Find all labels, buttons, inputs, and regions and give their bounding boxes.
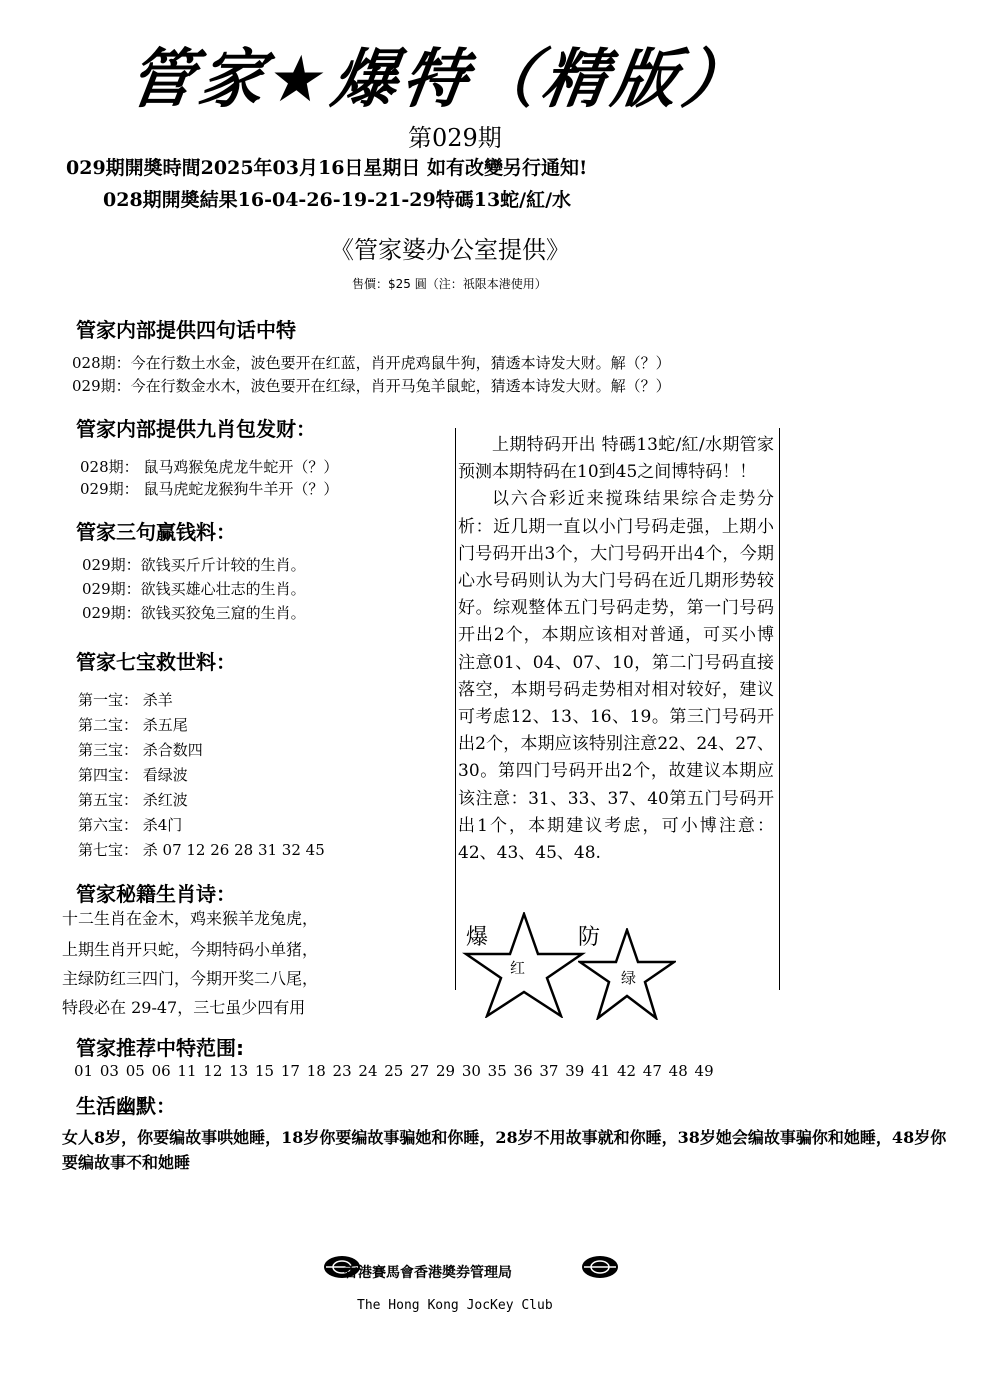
poem-line: 上期生肖开只蛇，今期特码小单猪， <box>62 940 319 959</box>
price-note: 售價：$25 圓（注：祇限本港使用） <box>352 277 547 291</box>
jockey-club-logo-icon <box>580 1254 620 1280</box>
analysis-paragraph: 以六合彩近来搅珠结果综合走势分析：近几期一直以小门号码走强，上期小门号码开出3个，大门号码开出4个，今期心水号码则认为大门号码在近几期形势较好。综观整体五门号码走势，第一门号码开出2个，本期应该相对普通，可买小博注意01、04、07、10，第二门号码直接落空，本期号码走势相对相对较好，建议可考虑12、13、16、19。第三门号码开出2个，本期应该特别注意22、24、27、30。第四门号码开出2个，故建议本期应该注意：31、33、37、40第五门号码开出1个，本期建议考虑，可小博注意：42、43、45、48. <box>458 489 774 864</box>
footer-org-name: 香港賽馬會香港奬券管理局 <box>344 1265 512 1281</box>
last-draw-result: 028期開奬結果16-04-26-19-21-29特碼13蛇/紅/水 <box>103 189 572 211</box>
nine-zodiacs-029: 029期： 鼠马虎蛇龙猴狗牛羊开（？） <box>80 480 339 498</box>
treasure-item: 第二宝： 杀五尾 <box>78 716 188 734</box>
treasure-item: 第四宝： 看绿波 <box>78 766 188 784</box>
provider-line: 《管家婆办公室提供》 <box>330 236 570 264</box>
treasure-item: 第五宝： 杀红波 <box>78 791 188 809</box>
star-inner-green: 绿 <box>621 969 637 987</box>
section-heading-nine-zodiacs: 管家内部提供九肖包发财： <box>76 417 316 441</box>
treasure-item: 第六宝： 杀4门 <box>78 816 183 834</box>
section-heading-zodiac-poem: 管家秘籍生肖诗： <box>76 882 236 906</box>
humor-text: 女人8岁，你要编故事哄她睡，18岁你要编故事骗她和你睡，28岁不用故事就和你睡，38岁她会编故事骗你和她睡，48岁你要编故事不和她睡 <box>62 1128 947 1172</box>
analysis-paragraph: 上期特码开出 特碼13蛇/紅/水期管家预测本期特码在10到45之间博特码！！ <box>458 435 774 483</box>
section-heading-three-lines: 管家三句赢钱料： <box>76 520 236 544</box>
section-heading-range: 管家推荐中特范围: <box>76 1036 244 1060</box>
section-heading-humor: 生活幽默： <box>76 1094 176 1118</box>
nine-zodiacs-028: 028期： 鼠马鸡猴兔虎龙牛蛇开（？） <box>80 458 339 476</box>
page-title: 管家★爆特（精版） <box>123 43 758 117</box>
section-heading-four-lines: 管家内部提供四句话中特 <box>76 318 296 342</box>
four-lines-029: 029期：今在行数金水木，波色要开在红绿，肖开马兔羊鼠蛇，猜透本诗发大财。解（？） <box>72 377 671 395</box>
analysis-text <box>458 432 774 867</box>
treasure-item: 第七宝： 杀 07 12 26 28 31 32 45 <box>78 841 325 859</box>
three-lines-item: 029期：欲钱买斤斤计较的生肖。 <box>82 556 306 574</box>
issue-number: 第029期 <box>408 124 502 152</box>
star-label-bao: 爆 <box>466 925 489 950</box>
footer-english-name: The Hong Kong JocKey Club <box>357 1298 553 1313</box>
draw-time-notice: 029期開奬時間2025年03月16日星期日 如有改變另行通知! <box>66 157 588 179</box>
poem-line: 十二生肖在金木，鸡来猴羊龙兔虎， <box>62 909 319 928</box>
treasure-item: 第一宝： 杀羊 <box>78 691 173 709</box>
star-inner-red: 红 <box>510 959 526 977</box>
section-heading-seven-treasures: 管家七宝救世料： <box>76 650 236 674</box>
star-label-fang: 防 <box>578 925 601 950</box>
poem-line: 主绿防红三四门，今期开奖二八尾， <box>62 969 319 988</box>
poem-line: 特段必在 29-47，三七虽少四有用 <box>62 998 306 1017</box>
three-lines-item: 029期：欲钱买雄心壮志的生肖。 <box>82 580 306 598</box>
three-lines-item: 029期：欲钱买狡兔三窟的生肖。 <box>82 604 306 622</box>
treasure-item: 第三宝： 杀合数四 <box>78 741 203 759</box>
recommended-numbers: 01 03 05 06 11 12 13 15 17 18 23 24 25 27 29 30 35 36 37 39 41 42 47 48 49 <box>74 1062 714 1080</box>
four-lines-028: 028期：今在行数土水金，波色要开在红蓝，肖开虎鸡鼠牛狗，猜透本诗发大财。解（？） <box>72 354 671 372</box>
